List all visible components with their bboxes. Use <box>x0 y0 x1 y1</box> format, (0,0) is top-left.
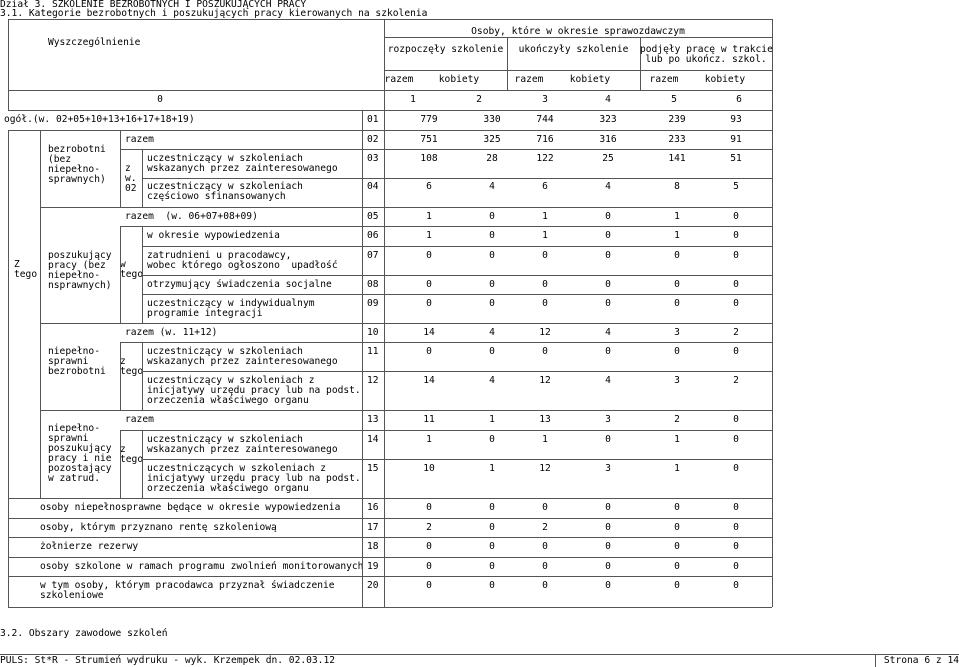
row-label: orzeczenia właściwego organu <box>147 483 309 494</box>
cell-value: 716 <box>536 134 554 145</box>
group-label-z-w02: z <box>125 163 131 174</box>
cell-value: 51 <box>730 153 742 164</box>
row-label: wskazanych przez zainteresowanego <box>147 356 338 367</box>
column-subheader: razem <box>649 74 679 85</box>
row-code: 18 <box>367 541 379 552</box>
cell-value: 0 <box>674 502 680 513</box>
group-label-unemployed: niepełno- <box>48 164 100 175</box>
cell-value: 0 <box>733 502 739 513</box>
group-label-disabled-unemployed: sprawni <box>48 356 89 367</box>
row-label-total: ogół.(w. 02+05+10+13+16+17+18+19) <box>4 114 195 125</box>
row-label: razem <box>125 414 154 425</box>
cell-value: 4 <box>605 181 611 192</box>
group-label-z-w02: w. <box>125 173 137 184</box>
group-label-disabled-seekers: sprawni <box>48 433 89 444</box>
row-rule <box>40 410 772 411</box>
cell-value: 0 <box>489 561 495 572</box>
cell-value: 239 <box>668 114 686 125</box>
cell-value: 1 <box>674 463 680 474</box>
row-label: osoby, którym przyznano rentę szkoleniową <box>40 522 277 533</box>
column-number: 6 <box>736 94 742 105</box>
group-divider <box>120 130 121 207</box>
row-label: wobec którego ogłoszono upadłość <box>147 260 338 271</box>
table-right-border <box>772 19 773 110</box>
cell-value: 10 <box>423 463 435 474</box>
cell-value: 14 <box>423 327 435 338</box>
row-code: 16 <box>367 502 379 513</box>
cell-value: 0 <box>733 561 739 572</box>
cell-value: 0 <box>733 230 739 241</box>
row-code: 05 <box>367 211 379 222</box>
cell-value: 1 <box>674 230 680 241</box>
group-label-disabled-seekers: poszukujący <box>48 443 112 454</box>
group-label-disabled-seekers: pozostający <box>48 463 112 474</box>
cell-value: 0 <box>733 298 739 309</box>
cell-value: 0 <box>605 502 611 513</box>
cell-value: 2 <box>733 375 739 386</box>
cell-value: 0 <box>489 230 495 241</box>
cell-value: 8 <box>674 181 680 192</box>
group-divider <box>142 430 143 498</box>
header-rule <box>8 90 772 91</box>
row-code: 06 <box>367 230 379 241</box>
row-label: uczestniczący w szkoleniach <box>147 346 303 357</box>
cell-value: 0 <box>674 250 680 261</box>
cell-value: 1 <box>542 211 548 222</box>
row-code: 17 <box>367 522 379 533</box>
header-rule <box>384 37 772 38</box>
cell-value: 1 <box>426 211 432 222</box>
row-rule <box>120 342 772 343</box>
cell-value: 0 <box>489 434 495 445</box>
row-label: orzeczenia właściwego organu <box>147 395 309 406</box>
cell-value: 12 <box>539 327 551 338</box>
cell-value: 0 <box>605 346 611 357</box>
cell-value: 330 <box>483 114 501 125</box>
row-label: żołnierze rezerwy <box>40 541 139 552</box>
row-code: 08 <box>367 279 379 290</box>
row-code: 07 <box>367 250 379 261</box>
cell-value: 0 <box>605 561 611 572</box>
column-header-employed: podjęły pracę w trakcie <box>640 44 773 55</box>
cell-value: 2 <box>674 414 680 425</box>
column-subheader: kobiety <box>438 74 480 85</box>
row-code: 01 <box>367 114 379 125</box>
table-top-border <box>8 19 772 20</box>
cell-value: 0 <box>426 250 432 261</box>
row-label: osoby niepełnosprawne będące w okresie wypowiedzenia <box>40 502 341 513</box>
cell-value: 0 <box>733 414 739 425</box>
cell-value: 0 <box>605 434 611 445</box>
cell-value: 1 <box>674 434 680 445</box>
cell-value: 1 <box>674 211 680 222</box>
cell-value: 14 <box>423 375 435 386</box>
cell-value: 0 <box>426 502 432 513</box>
column-subheader: kobiety <box>704 74 746 85</box>
row-rule <box>142 246 772 247</box>
group-label-z-tego: tego <box>120 454 144 465</box>
row-code: 03 <box>367 153 379 164</box>
cell-value: 0 <box>733 250 739 261</box>
table-right-border <box>772 110 773 607</box>
table-bottom-border <box>8 607 772 608</box>
cell-value: 0 <box>733 522 739 533</box>
row-label: w okresie wypowiedzenia <box>147 230 280 241</box>
row-code: 10 <box>367 327 379 338</box>
cell-value: 0 <box>489 522 495 533</box>
row-code: 19 <box>367 561 379 572</box>
group-divider <box>120 430 121 498</box>
cell-value: 3 <box>674 375 680 386</box>
row-label: uczestniczący w indywidualnym <box>147 298 315 309</box>
cell-value: 0 <box>605 211 611 222</box>
cell-value: 12 <box>539 463 551 474</box>
cell-value: 0 <box>489 250 495 261</box>
row-code: 20 <box>367 580 379 591</box>
row-rule <box>142 178 772 179</box>
cell-value: 5 <box>733 181 739 192</box>
row-code: 02 <box>367 134 379 145</box>
cell-value: 0 <box>733 434 739 445</box>
group-label-disabled-seekers: niepełno- <box>48 423 100 434</box>
column-number: 0 <box>157 94 163 105</box>
cell-value: 323 <box>599 114 617 125</box>
cell-value: 0 <box>605 580 611 591</box>
column-subheader: kobiety <box>569 74 611 85</box>
cell-value: 0 <box>426 580 432 591</box>
column-header-started: rozpoczęły szkolenie <box>387 44 504 55</box>
row-rule <box>8 518 772 519</box>
group-label-disabled-seekers: w zatrud. <box>48 473 100 484</box>
cell-value: 0 <box>542 250 548 261</box>
row-code: 12 <box>367 375 379 386</box>
cell-value: 3 <box>674 327 680 338</box>
group-label-seekers: pracy (bez <box>48 260 106 271</box>
row-label: częściowo sfinansowanych <box>147 191 286 202</box>
column-header-spec: Wyszczególnienie <box>48 37 141 48</box>
row-label: programie integracji <box>147 308 263 319</box>
row-label: razem (w. 11+12) <box>125 327 218 338</box>
cell-value: 28 <box>486 153 498 164</box>
cell-value: 108 <box>420 153 438 164</box>
group-label-z-tego: z <box>120 356 126 367</box>
subsection-title: 3.1. Kategorie bezrobotnych i poszukujących pracy kierowanych na szkolenia <box>0 8 428 19</box>
cell-value: 6 <box>542 181 548 192</box>
row-label: wskazanych przez zainteresowanego <box>147 163 338 174</box>
cell-value: 0 <box>542 298 548 309</box>
cell-value: 4 <box>605 327 611 338</box>
cell-value: 0 <box>489 541 495 552</box>
cell-value: 0 <box>605 522 611 533</box>
row-label: uczestniczący w szkoleniach z <box>147 375 315 386</box>
cell-value: 0 <box>674 346 680 357</box>
cell-value: 0 <box>674 580 680 591</box>
row-label: inicjatywy urzędu pracy lub na podst. <box>147 473 361 484</box>
cell-value: 0 <box>426 279 432 290</box>
group-label-unemployed: (bez <box>48 154 72 165</box>
row-code: 13 <box>367 414 379 425</box>
cell-value: 0 <box>426 561 432 572</box>
cell-value: 1 <box>542 230 548 241</box>
cell-value: 0 <box>605 541 611 552</box>
footer-left: PULS: St*R - Strumień wydruku - wyk. Krzempek dn. 02.03.12 <box>0 655 336 666</box>
row-rule <box>8 576 772 577</box>
column-header-employed: lub po ukończ. szkol. <box>645 54 767 65</box>
cell-value: 0 <box>426 541 432 552</box>
cell-value: 0 <box>542 580 548 591</box>
row-label: szkoleniowe <box>40 590 104 601</box>
cell-value: 0 <box>733 463 739 474</box>
cell-value: 3 <box>605 463 611 474</box>
group-label-seekers: poszukujący <box>48 250 112 261</box>
row-rule <box>40 207 772 208</box>
footer-page-number: Strona 6 z 14 <box>883 655 959 666</box>
next-section-title: 3.2. Obszary zawodowe szkoleń <box>0 628 168 639</box>
cell-value: 233 <box>668 134 686 145</box>
cell-value: 6 <box>426 181 432 192</box>
cell-value: 11 <box>423 414 435 425</box>
cell-value: 0 <box>605 279 611 290</box>
row-rule <box>142 459 772 460</box>
cell-value: 0 <box>674 541 680 552</box>
code-divider <box>362 110 363 607</box>
cell-value: 1 <box>489 414 495 425</box>
row-label: uczestniczących w szkoleniach z <box>147 463 327 474</box>
cell-value: 1 <box>489 463 495 474</box>
column-subheader: razem <box>514 74 544 85</box>
row-rule <box>120 226 772 227</box>
row-rule <box>120 430 772 431</box>
column-header-finished: ukończyły szkolenie <box>518 44 629 55</box>
group-divider <box>120 342 121 410</box>
cell-value: 325 <box>483 134 501 145</box>
cell-value: 0 <box>489 346 495 357</box>
cell-value: 316 <box>599 134 617 145</box>
row-rule <box>40 323 772 324</box>
group-label-disabled-unemployed: niepełno- <box>48 346 100 357</box>
group-label-z-tego: z <box>120 444 126 455</box>
row-label: inicjatywy urzędu pracy lub na podst. <box>147 385 361 396</box>
row-code: 14 <box>367 434 379 445</box>
row-code: 11 <box>367 346 379 357</box>
cell-value: 91 <box>730 134 742 145</box>
cell-value: 0 <box>674 279 680 290</box>
row-label: w tym osoby, którym pracodawca przyznał świadczenie <box>40 580 335 591</box>
cell-value: 141 <box>668 153 686 164</box>
cell-value: 0 <box>542 279 548 290</box>
cell-value: 4 <box>489 327 495 338</box>
column-number: 1 <box>410 94 416 105</box>
cell-value: 13 <box>539 414 551 425</box>
table-left-border <box>8 130 9 607</box>
row-rule <box>8 498 772 499</box>
group-label-w-tego: w <box>120 259 126 270</box>
cell-value: 0 <box>674 298 680 309</box>
row-rule <box>8 130 772 131</box>
cell-value: 2 <box>733 327 739 338</box>
cell-value: 0 <box>605 250 611 261</box>
header-rule <box>8 110 772 111</box>
cell-value: 1 <box>542 434 548 445</box>
row-label: uczestniczący w szkoleniach <box>147 434 303 445</box>
row-code: 09 <box>367 298 379 309</box>
row-label: uczestniczący w szkoleniach <box>147 181 303 192</box>
cell-value: 25 <box>602 153 614 164</box>
cell-value: 744 <box>536 114 554 125</box>
code-divider <box>384 110 385 607</box>
cell-value: 0 <box>489 211 495 222</box>
group-label-disabled-unemployed: bezrobotni <box>48 366 106 377</box>
cell-value: 0 <box>426 298 432 309</box>
row-label: zatrudnieni u pracodawcy, <box>147 250 292 261</box>
footer-divider <box>875 654 876 667</box>
row-code: 04 <box>367 181 379 192</box>
header-rule <box>384 70 772 71</box>
cell-value: 1 <box>426 230 432 241</box>
group-label-seekers: niepełno- <box>48 270 100 281</box>
cell-value: 0 <box>542 561 548 572</box>
row-rule <box>8 557 772 558</box>
group-label-z-tego: tego <box>120 366 144 377</box>
group-label-z-tego: tego <box>14 269 38 280</box>
cell-value: 0 <box>426 346 432 357</box>
group-label-unemployed: sprawnych) <box>48 174 106 185</box>
cell-value: 2 <box>426 522 432 533</box>
cell-value: 0 <box>733 580 739 591</box>
cell-value: 0 <box>542 541 548 552</box>
row-label: razem <box>125 134 154 145</box>
cell-value: 0 <box>733 346 739 357</box>
cell-value: 0 <box>489 279 495 290</box>
row-label: wskazanych przez zainteresowanego <box>147 444 338 455</box>
row-code: 15 <box>367 463 379 474</box>
cell-value: 4 <box>489 375 495 386</box>
group-divider <box>120 226 121 323</box>
cell-value: 0 <box>489 298 495 309</box>
cell-value: 0 <box>733 211 739 222</box>
cell-value: 93 <box>730 114 742 125</box>
cell-value: 3 <box>605 414 611 425</box>
cell-value: 0 <box>542 502 548 513</box>
cell-value: 2 <box>542 522 548 533</box>
cell-value: 779 <box>420 114 438 125</box>
cell-value: 4 <box>605 375 611 386</box>
column-number: 4 <box>605 94 611 105</box>
row-rule <box>142 275 772 276</box>
cell-value: 751 <box>420 134 438 145</box>
cell-value: 0 <box>489 502 495 513</box>
cell-value: 122 <box>536 153 554 164</box>
row-rule <box>8 537 772 538</box>
cell-value: 12 <box>539 375 551 386</box>
column-subheader: razem <box>384 74 414 85</box>
group-divider <box>40 130 41 498</box>
column-number: 3 <box>542 94 548 105</box>
cell-value: 0 <box>674 561 680 572</box>
column-header-group: Osoby, które w okresie sprawozdawczym <box>471 26 685 37</box>
row-label: otrzymujący świadczenia socjalne <box>147 279 332 290</box>
cell-value: 0 <box>489 580 495 591</box>
row-label: osoby szkolone w ramach programu zwolnień monitorowanych <box>40 561 364 572</box>
cell-value: 0 <box>542 346 548 357</box>
group-label-unemployed: bezrobotni <box>48 144 106 155</box>
row-label: razem (w. 06+07+08+09) <box>125 211 258 222</box>
cell-value: 0 <box>605 298 611 309</box>
row-rule <box>120 149 772 150</box>
table-left-border <box>8 19 9 110</box>
row-label: uczestniczący w szkoleniach <box>147 153 303 164</box>
column-number: 5 <box>671 94 677 105</box>
column-number: 2 <box>476 94 482 105</box>
cell-value: 0 <box>733 279 739 290</box>
row-rule <box>142 371 772 372</box>
section-title: Dział 3. SZKOLENIE BEZROBOTNYCH I POSZUKUJĄCYCH PRACY <box>0 0 307 10</box>
group-label-disabled-seekers: pracy i nie <box>48 453 112 464</box>
row-rule <box>142 294 772 295</box>
group-divider <box>142 342 143 410</box>
group-label-w-tego: tego <box>120 269 144 280</box>
cell-value: 0 <box>733 541 739 552</box>
group-label-z-tego: Z <box>14 259 20 270</box>
group-label-seekers: nsprawnych) <box>48 280 112 291</box>
cell-value: 0 <box>605 230 611 241</box>
cell-value: 0 <box>674 522 680 533</box>
cell-value: 4 <box>489 181 495 192</box>
group-label-z-w02: 02 <box>125 183 137 194</box>
cell-value: 1 <box>426 434 432 445</box>
